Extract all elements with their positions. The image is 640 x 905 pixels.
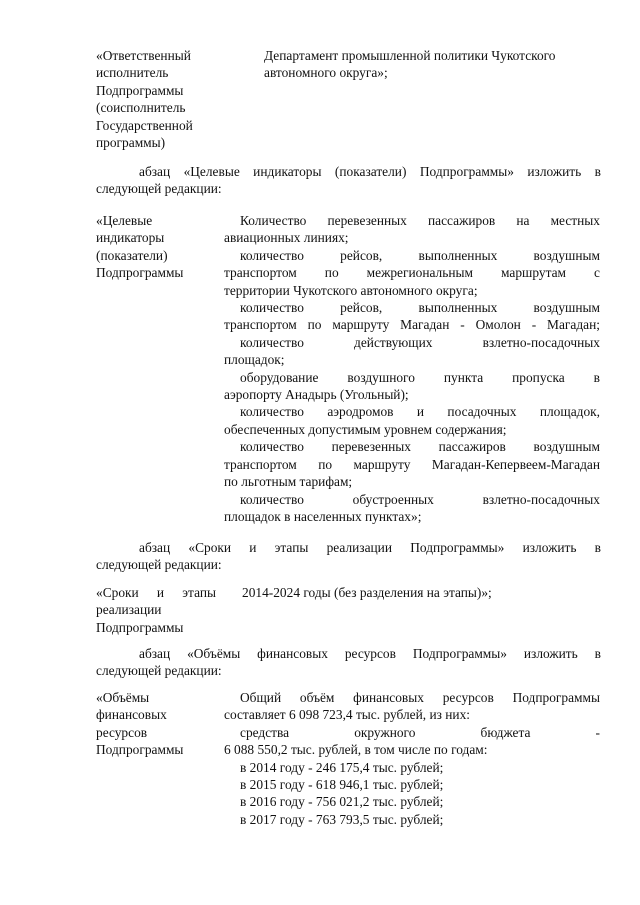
paragraph-line: следующей редакции: — [96, 557, 222, 573]
value-line: Департамент промышленной политики Чукотского — [264, 48, 556, 63]
label-line: «Целевые — [96, 213, 153, 228]
label-line: Подпрограммы — [96, 619, 184, 635]
value-line: по льготным тарифам; — [224, 474, 353, 490]
value-line: территории Чукотского автономного округа; — [224, 282, 478, 298]
paragraph-line: абзац «Объёмы финансовых ресурсов Подпрограммы» изложить в — [139, 646, 601, 661]
terms-stages-value — [242, 584, 602, 601]
value-line: в 2015 году - 618 946,1 тыс. рублей; — [240, 777, 444, 793]
value-line: площадок; — [224, 352, 285, 368]
label-line: «Объёмы — [96, 690, 150, 705]
value-line: автономного округа»; — [264, 65, 388, 81]
target-indicators-label — [96, 212, 216, 282]
value-line: количество рейсов, выполненных воздушным — [240, 300, 600, 316]
financing-value — [224, 689, 600, 828]
terms-stages-label — [96, 584, 216, 636]
paragraph-line: абзац «Сроки и этапы реализации Подпрограммы» изложить в — [139, 540, 601, 555]
value-line: обеспеченных допустимым уровнем содержания; — [224, 421, 507, 437]
value-line: в 2016 году - 756 021,2 тыс. рублей; — [240, 794, 444, 810]
target-indicators-value — [224, 212, 600, 525]
value-line: количество перевезенных пассажиров воздушным — [240, 439, 600, 455]
value-line: составляет 6 098 723,4 тыс. рублей, из них: — [224, 707, 471, 723]
value-line: аэропорту Анадырь (Угольный); — [224, 387, 409, 403]
value-line: количество аэродромов и посадочных площадок, — [240, 404, 600, 420]
label-line: «Ответственный — [96, 48, 191, 63]
label-line: Подпрограммы — [96, 265, 184, 281]
responsible-executor-value — [264, 47, 604, 82]
value-line: оборудование воздушного пункта пропуска в — [240, 369, 600, 385]
value-line: 6 088 550,2 тыс. рублей, в том числе по годам: — [224, 742, 488, 758]
value-line: площадок в населенных пунктах»; — [224, 508, 422, 524]
value-line: количество обустроенных взлетно-посадочных — [240, 491, 600, 507]
value-line: в 2017 году - 763 793,5 тыс. рублей; — [240, 811, 444, 827]
value-line: в 2014 году - 246 175,4 тыс. рублей; — [240, 759, 444, 775]
label-line: «Сроки и этапы — [96, 585, 216, 600]
value-line: транспортом по маршруту Магадан - Омолон - Магадан; — [224, 317, 600, 333]
label-line: финансовых — [96, 707, 167, 723]
value-line: количество рейсов, выполненных воздушным — [240, 247, 600, 263]
value-line: транспортом по маршруту Магадан-Кепервеем-Магадан — [224, 456, 600, 472]
value-line: Общий объём финансовых ресурсов Подпрограммы — [240, 690, 600, 705]
label-line: (соисполнитель — [96, 100, 186, 116]
value-line: количество действующих взлетно-посадочных — [240, 334, 600, 350]
value-line: средства окружного бюджета - — [240, 724, 600, 740]
label-line: Подпрограммы — [96, 742, 184, 758]
financing-label — [96, 689, 216, 759]
amendment-paragraph-indicators — [96, 163, 601, 198]
value-line: транспортом по межрегиональным маршрутам с — [224, 265, 600, 281]
label-line: Государственной — [96, 117, 193, 133]
label-line: Подпрограммы — [96, 82, 184, 98]
value-line: Количество перевезенных пассажиров на местных — [240, 213, 600, 228]
paragraph-line: следующей редакции: — [96, 181, 222, 197]
label-line: исполнитель — [96, 65, 169, 81]
responsible-executor-label — [96, 47, 226, 151]
label-line: индикаторы — [96, 230, 165, 246]
label-line: реализации — [96, 602, 162, 618]
paragraph-line: абзац «Целевые индикаторы (показатели) Подпрограммы» изложить в — [139, 164, 601, 179]
value-line: авиационных линиях; — [224, 230, 349, 246]
label-line: программы) — [96, 135, 166, 151]
label-line: ресурсов — [96, 724, 148, 740]
amendment-paragraph-terms — [96, 539, 601, 574]
paragraph-line: следующей редакции: — [96, 663, 222, 679]
label-line: (показатели) — [96, 247, 168, 263]
amendment-paragraph-financing — [96, 645, 601, 680]
value-line: 2014-2024 годы (без разделения на этапы)»; — [242, 585, 492, 600]
